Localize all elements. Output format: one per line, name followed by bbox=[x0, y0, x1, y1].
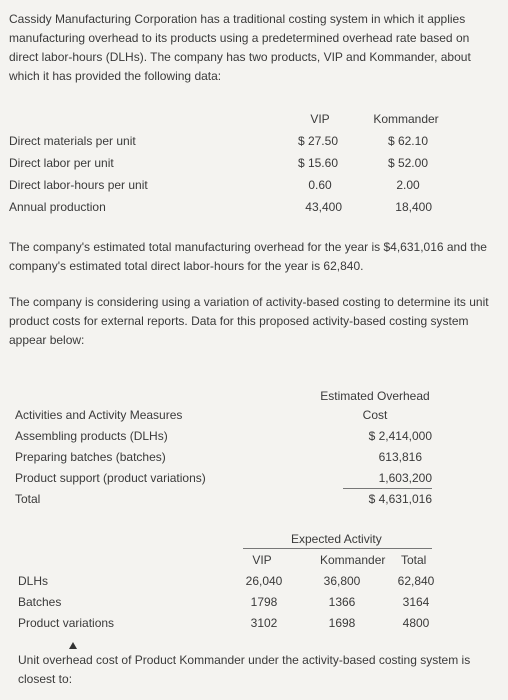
question-text: Unit overhead cost of Product Kommander under the activity-based costing system is closest to: bbox=[18, 653, 471, 686]
intro-paragraph: Cassidy Manufacturing Corporation has a traditional costing system in which it applies manufacturing overhead to its products using a predetermined overhead rate based on direct labor-hours (DLHs). The company has two products, VIP and Kommander, about which it has provided the following data: bbox=[9, 12, 471, 83]
table2-cell-cost: $ 2,414,000 bbox=[368, 429, 432, 443]
table1-header-vip: VIP bbox=[310, 112, 330, 126]
table3-header-total: Total bbox=[401, 553, 427, 567]
table1-cell-vip: $ 27.50 bbox=[297, 134, 338, 148]
table2-cell-cost: 613,816 bbox=[378, 450, 422, 464]
table1-cell-vip: 43,400 bbox=[305, 200, 342, 214]
table3-header-kommander: Kommander bbox=[320, 553, 386, 567]
table3-cell-total: 4800 bbox=[402, 616, 430, 630]
table1-cell-vip: $ 15.60 bbox=[297, 156, 338, 170]
table3-cell-total: 3164 bbox=[402, 595, 430, 609]
table1-cell-kommander: $ 52.00 bbox=[387, 156, 428, 170]
table1-cell-vip: 0.60 bbox=[308, 178, 332, 192]
table1-cell-kommander: 2.00 bbox=[396, 178, 420, 192]
table3-header-rule bbox=[243, 548, 432, 549]
table3-row-label: Batches bbox=[18, 595, 62, 609]
mouse-cursor-icon bbox=[69, 642, 77, 649]
table2-row-label: Product support (product variations) bbox=[15, 471, 206, 485]
table1-row-label: Direct labor-hours per unit bbox=[9, 178, 148, 192]
table3-cell-vip: 3102 bbox=[250, 616, 278, 630]
table3-cell-vip: 26,040 bbox=[245, 574, 283, 588]
table3-group-header: Expected Activity bbox=[291, 532, 382, 546]
table3-header-vip: VIP bbox=[252, 553, 272, 567]
table3-row-label: Product variations bbox=[18, 616, 115, 630]
abc-paragraph: The company is considering using a variation of activity-based costing to determine its unit product costs for external reports. Data for this proposed activity-based costing system appear below: bbox=[9, 295, 489, 347]
table3-cell-kommander: 1698 bbox=[328, 616, 356, 630]
table1-row-label: Direct labor per unit bbox=[9, 156, 114, 170]
table1-row-label: Direct materials per unit bbox=[9, 134, 136, 148]
table2-row-label: Preparing batches (batches) bbox=[15, 450, 166, 464]
table3-cell-vip: 1798 bbox=[250, 595, 278, 609]
table2-header-line1: Estimated Overhead bbox=[320, 389, 430, 403]
table2-row-label: Activities and Activity Measures bbox=[15, 408, 183, 422]
table2-header-line2: Cost bbox=[362, 408, 388, 422]
table1-cell-kommander: $ 62.10 bbox=[387, 134, 428, 148]
table3-cell-kommander: 36,800 bbox=[323, 574, 361, 588]
table3-row-label: DLHs bbox=[18, 574, 49, 588]
table2-cell-cost: 1,603,200 bbox=[378, 471, 432, 485]
table2-row-label: Assembling products (DLHs) bbox=[15, 429, 168, 443]
overhead-paragraph: The company's estimated total manufacturing overhead for the year is $4,631,016 and the company's estimated total direct labor-hours for the year is 62,840. bbox=[9, 240, 487, 273]
table2-cell-cost: $ 4,631,016 bbox=[368, 492, 432, 506]
table1-row-label: Annual production bbox=[9, 200, 106, 214]
subtotal-rule bbox=[343, 488, 432, 489]
table3-cell-total: 62,840 bbox=[397, 574, 435, 588]
table2-row-label: Total bbox=[15, 492, 41, 506]
table1-header-kommander: Kommander bbox=[373, 112, 439, 126]
table3-cell-kommander: 1366 bbox=[328, 595, 356, 609]
table1-cell-kommander: 18,400 bbox=[395, 200, 432, 214]
